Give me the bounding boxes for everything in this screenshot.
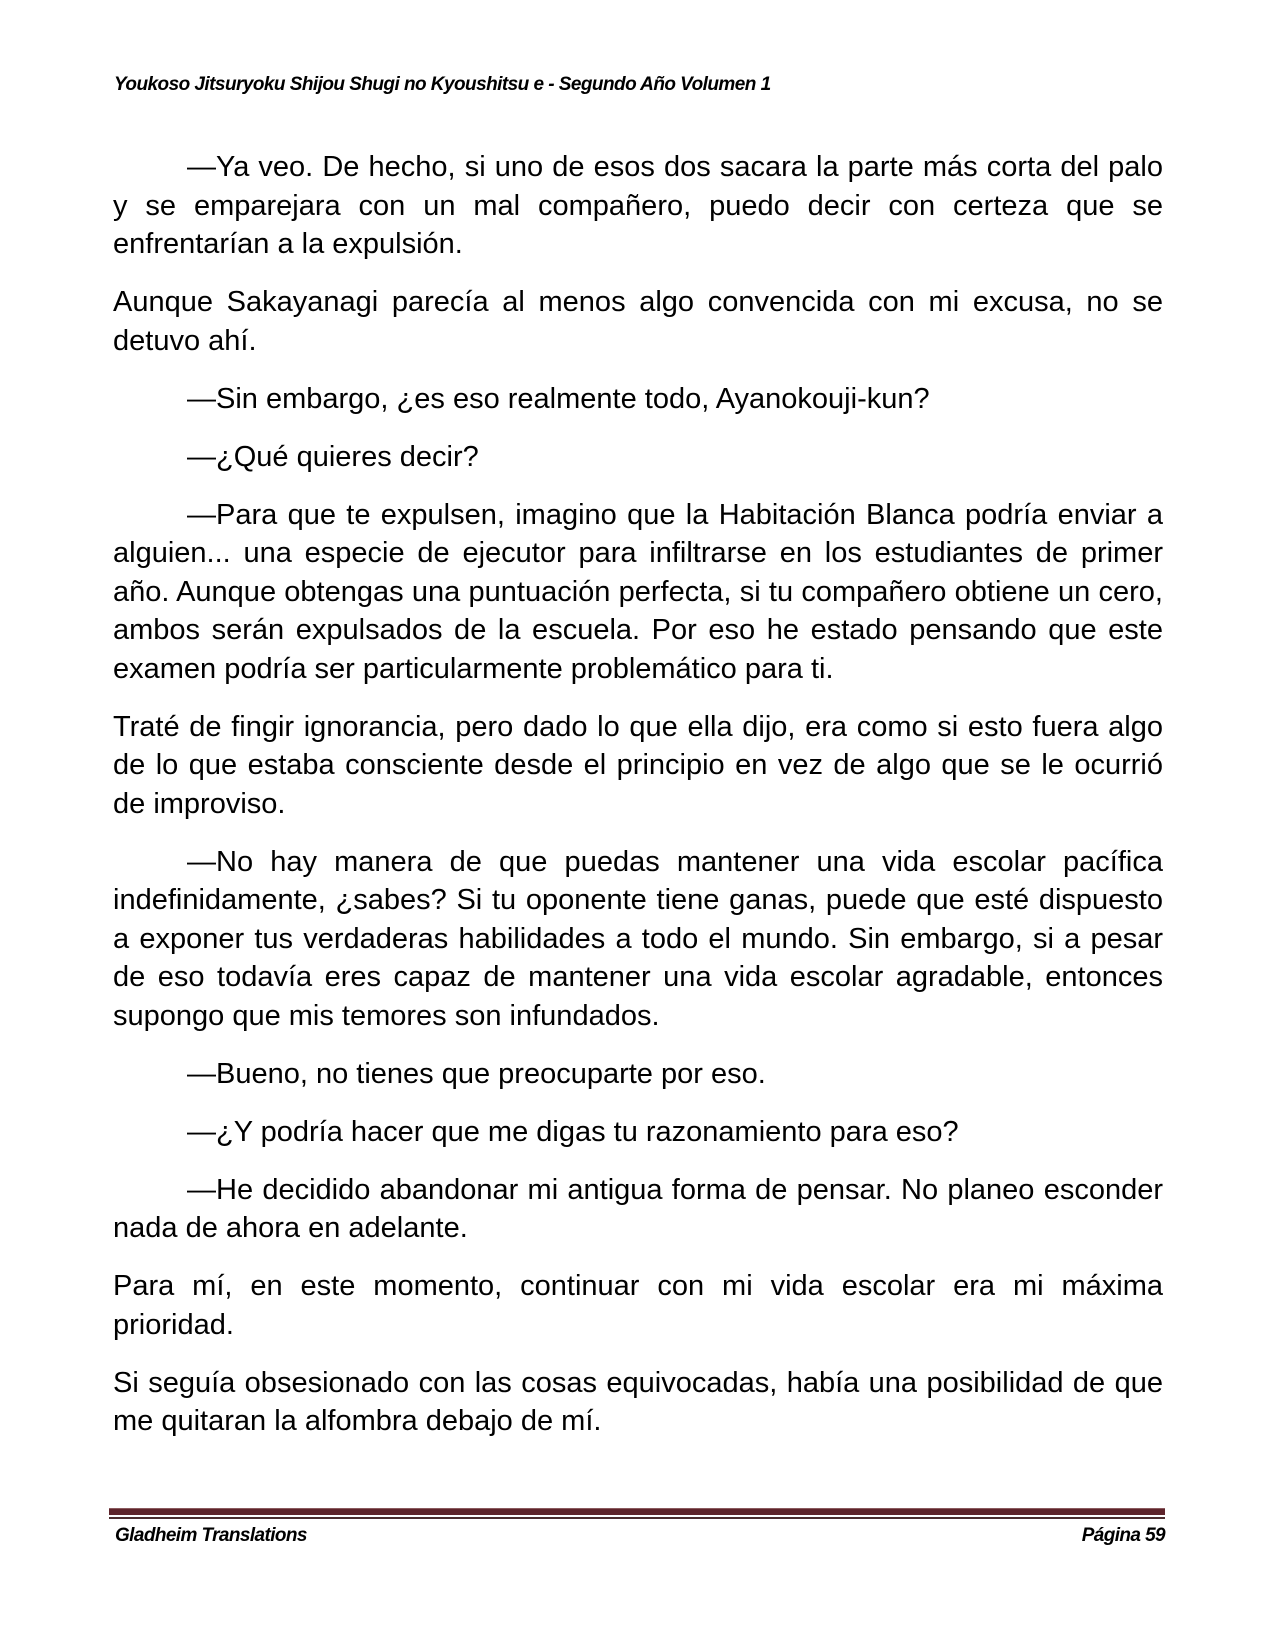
paragraph-narration: Si seguía obsesionado con las cosas equivocadas, había una posibilidad de que me quitaran la alfombra debajo de mí. xyxy=(113,1366,1163,1437)
paragraph-narration: Aunque Sakayanagi parecía al menos algo convencida con mi excusa, no se detuvo ahí. xyxy=(113,286,1163,357)
book-title: Youkoso Jitsuryoku Shijou Shugi no Kyoushitsu e - Segundo Año Volumen 1 xyxy=(114,74,771,95)
publisher-name: Gladheim Translations xyxy=(115,1525,307,1546)
paragraph-dialogue: —No hay manera de que puedas mantener una vida escolar pacífica indefinidamente, ¿sabes? Si tu oponente tiene ganas, puede que esté dispuesto a exponer tus verdaderas habilidades a todo el mundo. Sin embargo, si a pesar de eso todavía eres capaz de mantener una vida escolar agradable, entonces supongo que mis temores son infundados. xyxy=(113,845,1163,1032)
footer-divider-thick xyxy=(109,1508,1165,1515)
paragraph-dialogue: —Ya veo. De hecho, si uno de esos dos sacara la parte más corta del palo y se emparejara con un mal compañero, puedo decir con certeza que se enfrentarían a la expulsión. xyxy=(113,151,1163,260)
paragraph-narration: Traté de fingir ignorancia, pero dado lo que ella dijo, era como si esto fuera algo de lo que estaba consciente desde el principio en vez de algo que se le ocurrió de improviso. xyxy=(113,710,1163,820)
paragraph-dialogue: —¿Y podría hacer que me digas tu razonamiento para eso? xyxy=(187,1115,959,1148)
footer-divider xyxy=(109,1508,1165,1519)
paragraph-dialogue: —¿Qué quieres decir? xyxy=(187,440,479,473)
page-body xyxy=(113,148,1163,1460)
footer-divider-thin xyxy=(109,1517,1165,1519)
paragraph-dialogue: —Bueno, no tienes que preocuparte por eso. xyxy=(187,1057,766,1090)
paragraph-dialogue: —He decidido abandonar mi antigua forma de pensar. No planeo esconder nada de ahora en adelante. xyxy=(113,1173,1163,1244)
paragraph-dialogue: —Sin embargo, ¿es eso realmente todo, Ayanokouji-kun? xyxy=(187,382,930,415)
paragraph-dialogue: —Para que te expulsen, imagino que la Habitación Blanca podría enviar a alguien... una especie de ejecutor para infiltrarse en los estudiantes de primer año. Aunque obtengas una puntuación perfecta, si tu compañero obtiene un cero, ambos serán expulsados de la escuela. Por eso he estado pensando que este examen podría ser particularmente problemático para ti. xyxy=(113,498,1163,685)
page-number: Página 59 xyxy=(1081,1525,1165,1546)
running-footer xyxy=(115,1524,1165,1548)
running-header xyxy=(114,72,874,98)
paragraph-narration: Para mí, en este momento, continuar con mi vida escolar era mi máxima prioridad. xyxy=(113,1270,1163,1341)
